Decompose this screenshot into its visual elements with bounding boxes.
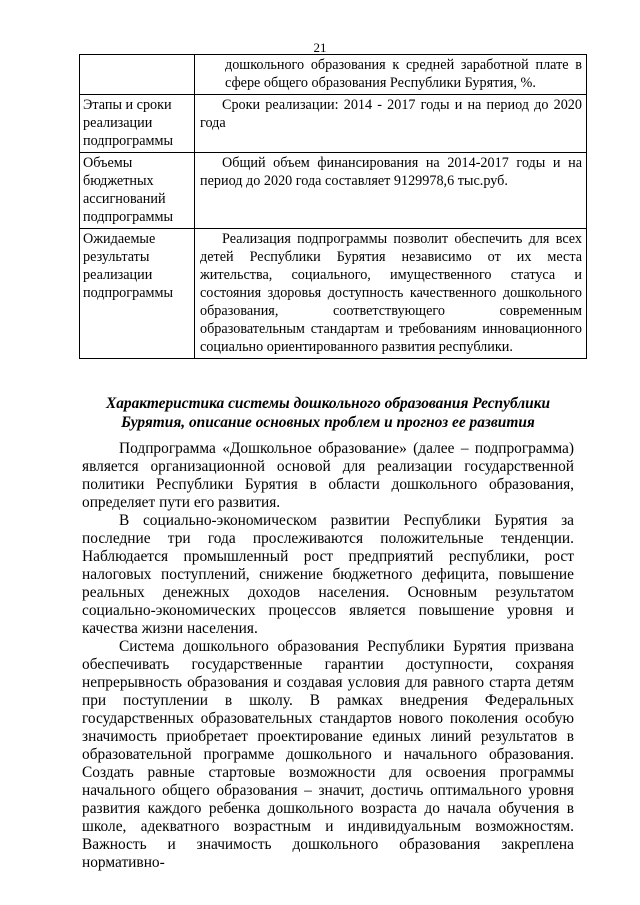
section-body — [82, 440, 574, 872]
row-value: Сроки реализации: 2014 - 2017 годы и на период до 2020 года — [195, 95, 587, 153]
table-continuation-cell: дошкольного образования к средней заработной плате в сфере общего образования Республики Бурятия, %. — [195, 55, 587, 95]
row-label: Этапы и сроки реализации подпрограммы — [80, 95, 195, 153]
row-label: Ожидаемые результаты реализации подпрограммы — [80, 229, 195, 359]
table-cell-empty — [80, 55, 195, 95]
row-value: Реализация подпрограммы позволит обеспечить для всех детей Республики Бурятия независимо от их места жительства, социального, имущественного статуса и состояния здоровья доступность качественного дошкольного образования, соответствующего современным образовательным стандартам и требованиям инновационного социально ориентированного развития республики. — [195, 229, 587, 359]
paragraph: Подпрограмма «Дошкольное образование» (далее – подпрограмма) является организационной основой для реализации государственной политики Республики Бурятия в области дошкольного образования, определяет пути его развития. — [82, 440, 574, 511]
page-number: 21 — [313, 40, 327, 55]
row-label: Объемы бюджетных ассигнований подпрограммы — [80, 153, 195, 229]
table-row — [80, 229, 587, 359]
passport-table — [79, 54, 587, 359]
table-row — [80, 95, 587, 153]
table-row — [80, 153, 587, 229]
row-value: Общий объем финансирования на 2014-2017 годы и на период до 2020 года составляет 9129978,6 тыс.руб. — [195, 153, 587, 229]
section-heading: Характеристика системы дошкольного образования Республики Бурятия, описание основных проблем и прогноз ее развития — [105, 395, 551, 431]
table-row — [80, 55, 587, 95]
paragraph: В социально-экономическом развитии Республики Бурятия за последние три года прослеживаются положительные тенденции. Наблюдается промышленный рост предприятий республики, рост налоговых поступлений, снижение бюджетного дефицита, повышение реальных денежных доходов населения. Основным результатом социально-экономических процессов является повышение уровня и качества жизни населения. — [82, 512, 574, 637]
paragraph: Система дошкольного образования Республики Бурятия призвана обеспечивать государственные гарантии доступности, сохраняя непрерывность образования и создавая условия для равного старта детям при поступлении в школу. В рамках внедрения Федеральных государственных образовательных стандартов нового поколения особую значимость приобретает проектирование единых линий результатов в образовательной программе дошкольного и начального образования. Создать равные стартовые возможности для освоения программы начального общего образования – значит, достичь оптимального уровня развития каждого ребенка дошкольного возраста до начала обучения в школе, адекватного возрастным и индивидуальным возможностям. Важность и значимость дошкольного образования закреплена нормативно- — [82, 638, 574, 871]
